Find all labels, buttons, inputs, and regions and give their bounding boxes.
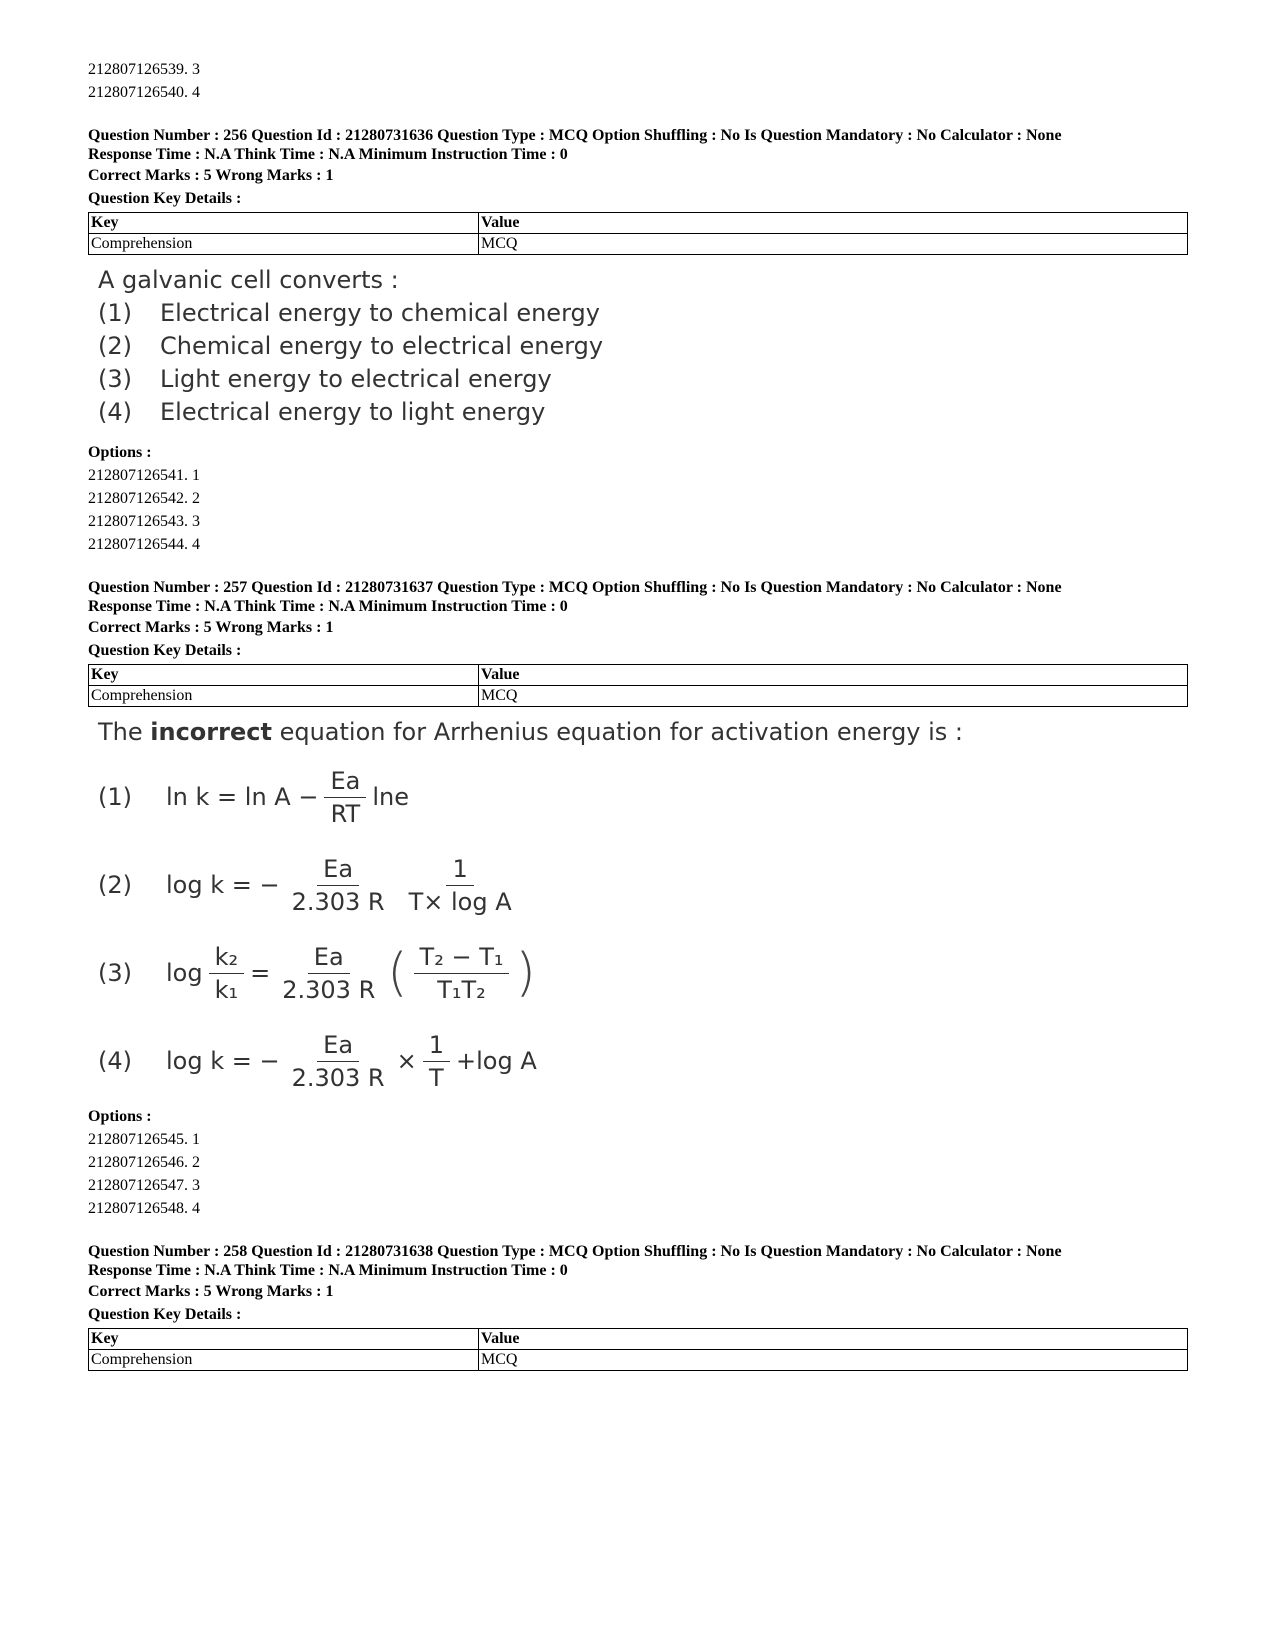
equation-2	[98, 841, 1188, 929]
fraction	[276, 943, 381, 1004]
key-details-table	[88, 212, 1188, 255]
question-meta: Question Number : 256 Question Id : 21280731636 Question Type : MCQ Option Shuffling : No Is Question Mandatory : No Calculator : None	[88, 127, 1062, 144]
question-257	[88, 578, 1188, 1220]
key-details-label: Question Key Details :	[88, 1306, 242, 1323]
choice-number: (2)	[98, 332, 132, 360]
table-header-value: Value	[479, 213, 1188, 234]
stem-text: The	[98, 718, 151, 746]
choice-number: (3)	[98, 959, 132, 987]
question-stem: A galvanic cell converts :	[98, 266, 399, 294]
choice-text: Electrical energy to light energy	[160, 398, 546, 426]
choice-number: (3)	[98, 365, 132, 393]
denominator: 2.303 R	[291, 1063, 385, 1092]
fraction	[286, 855, 391, 916]
table-row	[89, 1329, 1188, 1350]
table-header-value: Value	[479, 665, 1188, 686]
question-meta: Question Number : 257 Question Id : 21280731637 Question Type : MCQ Option Shuffling : No Is Question Mandatory : No Calculator : None	[88, 579, 1062, 596]
question-image	[98, 263, 1188, 429]
equation-text: ln k = ln A −	[166, 783, 319, 811]
numerator: 1	[423, 1031, 450, 1062]
stem-text: equation for Arrhenius equation for activation energy is :	[271, 718, 964, 746]
option-line: 212807126545. 1	[88, 1131, 200, 1148]
option-line: 212807126539. 3	[88, 61, 200, 78]
table-header-key: Key	[89, 665, 479, 686]
numerator: k₂	[209, 943, 245, 974]
table-header-key: Key	[89, 1329, 479, 1350]
question-meta: Question Number : 258 Question Id : 21280731638 Question Type : MCQ Option Shuffling : No Is Question Mandatory : No Calculator : None	[88, 1243, 1062, 1260]
key-details-label: Question Key Details :	[88, 642, 242, 659]
denominator: 2.303 R	[291, 887, 385, 916]
question-marks: Correct Marks : 5 Wrong Marks : 1	[88, 619, 334, 636]
key-details-label: Question Key Details :	[88, 190, 242, 207]
denominator: k₁	[214, 975, 239, 1004]
choice-text: Chemical energy to electrical energy	[160, 332, 604, 360]
equation-4	[98, 1017, 1188, 1105]
numerator: Ea	[317, 1031, 359, 1062]
option-line: 212807126546. 2	[88, 1154, 200, 1171]
choice	[98, 330, 1188, 363]
question-stem	[98, 715, 1188, 749]
table-cell-value: MCQ	[479, 1350, 1188, 1371]
option-line: 212807126541. 1	[88, 467, 200, 484]
denominator: T	[429, 1063, 444, 1092]
table-cell-value: MCQ	[479, 686, 1188, 707]
left-paren: (	[387, 943, 408, 1003]
table-row	[89, 213, 1188, 234]
question-timing: Response Time : N.A Think Time : N.A Minimum Instruction Time : 0	[88, 598, 568, 615]
choice-text: Electrical energy to chemical energy	[160, 299, 600, 327]
right-paren: )	[515, 943, 536, 1003]
equation-text: lne	[372, 783, 409, 811]
stem-emphasis: incorrect	[150, 718, 272, 746]
choice	[98, 363, 1188, 396]
table-cell-key: Comprehension	[89, 234, 479, 255]
question-image	[98, 715, 1188, 1105]
denominator: T₁T₂	[437, 975, 486, 1004]
fraction	[414, 943, 510, 1004]
equation-text: log k = −	[166, 1047, 280, 1075]
option-line: 212807126540. 4	[88, 84, 200, 101]
fraction	[209, 943, 245, 1004]
fraction	[423, 1031, 450, 1092]
table-cell-value: MCQ	[479, 234, 1188, 255]
question-marks: Correct Marks : 5 Wrong Marks : 1	[88, 167, 334, 184]
equation-1	[98, 753, 1188, 841]
table-header-key: Key	[89, 213, 479, 234]
equation-text: =	[250, 959, 271, 987]
options-label: Options :	[88, 1108, 152, 1125]
equation-3	[98, 929, 1188, 1017]
question-256	[88, 126, 1188, 556]
choice	[98, 396, 1188, 429]
choice-number: (2)	[98, 871, 132, 899]
table-cell-key: Comprehension	[89, 1350, 479, 1371]
fraction	[324, 767, 366, 828]
table-row	[89, 1350, 1188, 1371]
choice-number: (4)	[98, 1047, 132, 1075]
fraction	[403, 855, 518, 916]
numerator: 1	[446, 855, 473, 886]
choice	[98, 297, 1188, 330]
key-details-table	[88, 664, 1188, 707]
numerator: Ea	[308, 943, 350, 974]
question-timing: Response Time : N.A Think Time : N.A Minimum Instruction Time : 0	[88, 1262, 568, 1279]
choice-number: (1)	[98, 783, 132, 811]
equation-text: ×	[396, 1047, 417, 1075]
equation-text: log	[166, 959, 203, 987]
numerator: T₂ − T₁	[414, 943, 510, 974]
denominator: 2.303 R	[282, 975, 376, 1004]
choice-number: (4)	[98, 398, 132, 426]
option-line: 212807126548. 4	[88, 1200, 200, 1217]
fraction	[286, 1031, 391, 1092]
option-line: 212807126542. 2	[88, 490, 200, 507]
document-page	[88, 58, 1188, 1371]
options-label: Options :	[88, 444, 152, 461]
table-row	[89, 686, 1188, 707]
choice-number: (1)	[98, 299, 132, 327]
option-line: 212807126543. 3	[88, 513, 200, 530]
question-timing: Response Time : N.A Think Time : N.A Minimum Instruction Time : 0	[88, 146, 568, 163]
table-header-value: Value	[479, 1329, 1188, 1350]
numerator: Ea	[324, 767, 366, 798]
choice-text: Light energy to electrical energy	[160, 365, 552, 393]
previous-options	[88, 58, 1188, 104]
equation-text: log k = −	[166, 871, 280, 899]
numerator: Ea	[317, 855, 359, 886]
equation-text: +log A	[456, 1047, 537, 1075]
table-cell-key: Comprehension	[89, 686, 479, 707]
question-258	[88, 1242, 1188, 1371]
table-row	[89, 665, 1188, 686]
denominator: T× log A	[408, 887, 512, 916]
key-details-table	[88, 1328, 1188, 1371]
table-row	[89, 234, 1188, 255]
denominator: RT	[330, 799, 361, 828]
option-line: 212807126544. 4	[88, 536, 200, 553]
option-line: 212807126547. 3	[88, 1177, 200, 1194]
question-marks: Correct Marks : 5 Wrong Marks : 1	[88, 1283, 334, 1300]
